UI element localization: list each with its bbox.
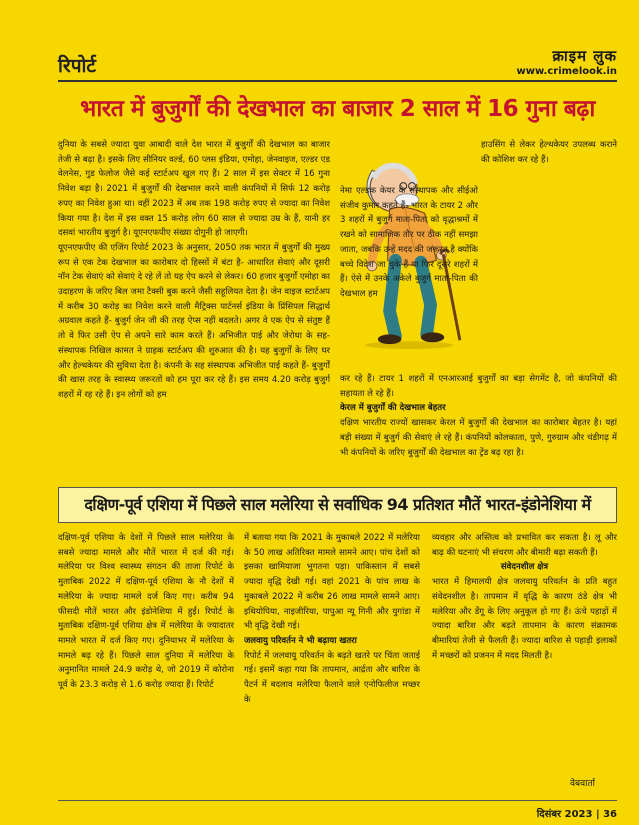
article2-col2-para2: रिपोर्ट में जलवायु परिवर्तन के बढ़ते खतरे पर चिंता जताई गई। इसमें कहा गया कि तापमान, आर्द्रता और बारिश के पैटर्न में बदलाव मलेरिया फैलाने वाले एनोफिलीज मच्छर के xyxy=(244,650,420,705)
article1-subheading: केरल में बुजुर्गों की देखभाल बेहतर xyxy=(340,403,446,414)
article1-headline: भारत में बुजुर्गों की देखभाल का बाजार 2 साल में 16 गुना बढ़ा xyxy=(80,96,595,122)
article2-subheading-sensitive: संवेदनशील क्षेत्र xyxy=(500,562,549,573)
article1-col1-para1: दुनिया के सबसे ज्यादा युवा आबादी वाले देश भारत में बुजुर्गों की देखभाल का बाजार तेजी से बढ़ा है। इसके लिए सीनियर वर्ल्ड, 60 प्लस इंडिया, एमोहा, जेनवाइज, एल्डर एड वेलनेस, गुड फेलोज जैसे कई स्टार्टअप खुल गए हैं। 2 साल में इस सेक्टर में 16 गुना निवेश बढ़ा है। 2021 में बुजुर्गों की देखभाल करने वाली कंपनियों में सिर्फ 12 करोड़ रुपए का निवेश हुआ था। वहीं 2023 में अब तक 198 करोड़ रुपए से ज्यादा का निवेश किया गया है। देश में इस वक्त 15 करोड़ लोग 60 साल से ज्यादा उम्र के हैं, यानी हर दसवां भारतीय बुजुर्ग है। यूएनएफपीए संख्या दोगुनी हो जाएगी। xyxy=(58,140,330,239)
article1-column-2-top xyxy=(481,138,617,180)
article1-column-2-wide xyxy=(340,372,617,482)
footer-divider xyxy=(58,800,617,801)
article1-column-1 xyxy=(58,138,330,483)
article1-col2-bottom: दक्षिण भारतीय राज्यों खासकर केरल में बुजुर्गों की देखभाल का कारोबार बेहतर है। यहां बड़ी संख्या में बुजुर्ग की सेवाएं ले रहे हैं। कंपनियों कोलकाता, पुणे, गुरुग्राम और चंडीगढ़ में भी कंपनियों के जरिए बुजुर्गों की देखभाल का ट्रेंड बढ़ रहा है। xyxy=(340,418,617,458)
article1-col2-intro: हाउसिंग से लेकर हेल्थकेयर उपलब्ध कराने की कोशिश कर रहे हैं। xyxy=(481,140,617,165)
article1-col2-quote: नेमा एल्डक केयर के संस्थापक और सीईओ संजीव कुमार कहते हैं- भारत के टायर 2 और 3 शहरों में बुजुर्ग माता-पिता को वृद्धाश्रमों में रखने को सामाजिक तौर पर ठीक नहीं समझा जाता, जबकि उन्हें मदद की जरूरत है क्योंकि बच्चे विदेश जा चुके हैं या फिर दूसरे शहरों में हैं। ऐसे में उनके अकेले बुजुर्ग माता-पिता की देखभाल हम xyxy=(340,186,478,299)
article2-headline: दक्षिण-पूर्व एशिया में पिछले साल मलेरिया से सर्वाधिक 94 प्रतिशत मौतें भारत-इंडोनेशिया में xyxy=(58,487,617,523)
article2-subheading-climate: जलवायु परिवर्तन ने भी बढ़ाया खतरा xyxy=(244,635,357,646)
article2-col1-para: दक्षिण-पूर्व एशिया के देशों में पिछले साल मलेरिया के सबसे ज्यादा मामले और मौतें भारत में दर्ज की गई। मलेरिया पर विश्व स्वास्थ्य संगठन की ताजा रिपोर्ट के मुताबिक 2022 में दक्षिण-पूर्व एशिया के नौ देशों में मलेरिया के ज्यादा मामले दर्ज किए गए। करीब 94 फीसदी मौतें भारत और इंडोनेशिया में हुईं। रिपोर्ट के मुताबिक दक्षिण-पूर्व एशिया क्षेत्र में मलेरिया के ज्यादातर मामले भारत में दर्ज किए गए। दुनियाभर में मलेरिया के मामले बढ़ रहे हैं। पिछले साल दुनिया में मलेरिया के अनुमानित मामले 24.9 करोड़ थे, जो 2019 में कोरोना पूर्व के 23.3 करोड़ से 1.6 करोड़ ज्यादा हैं। रिपोर्ट xyxy=(58,533,234,691)
article2-byline: वेबवार्ता xyxy=(570,779,595,789)
article2-col3-para2: भारत में हिमालयी क्षेत्र जलवायु परिवर्तन के प्रति बहुत संवेदनशील है। तापमान में वृद्धि के कारण ठंडे क्षेत्र भी मलेरिया और डेंगू के लिए अनुकूल हो गए हैं। ऊंचे पहाड़ों में ज्यादा बारिश और बढ़ते तापमान के कारण संक्रामक बीमारियां तेजी से फैलती हैं। ज्यादा बारिश से पहाड़ी इलाकों में मच्छरों को प्रजनन में मदद मिलती है। xyxy=(432,577,617,661)
article2-column-2 xyxy=(244,531,420,766)
issue-page-number: दिसंबर 2023 | 36 xyxy=(536,809,617,820)
article1-column-2-quote xyxy=(340,184,478,372)
brand-logo: क्राइम लुक xyxy=(552,47,617,65)
article2-column-1 xyxy=(58,531,234,766)
article2-col2-para1: में बताया गया कि 2021 के मुकाबले 2022 में मलेरिया के 50 लाख अतिरिक्त मामले सामने आए। पांच देशों को इसका खामियाजा भुगतना पड़ा। पाकिस्तान में सबसे ज्यादा वृद्धि देखी गई। वहां 2021 के पांच लाख के मुकाबले 2022 में करीब 26 लाख मामले सामने आए। इथियोपिया, नाइजीरिया, पापुआ न्यू गिनी और युगांडा में भी वृद्धि देखी गई। xyxy=(244,533,420,632)
header-divider xyxy=(58,80,617,82)
section-label: रिपोर्ट xyxy=(58,55,96,77)
article1-col2-wide: कर रहे हैं। टायर 1 शहरों में एनआरआई बुजुर्गों का बड़ा सेगमेंट है, जो कंपनियों की सहायता ले रहे हैं। xyxy=(340,374,617,399)
article2-col3-para1: व्यवहार और अस्तित्व को प्रभावित कर सकता है। लू और बाढ़ की घटनाएं भी संचरण और बीमारी बढ़ा सकती हैं। xyxy=(432,533,617,558)
brand-website: www.crimelook.in xyxy=(516,66,617,77)
article2-column-3 xyxy=(432,531,617,771)
brand-masthead xyxy=(516,46,617,77)
article1-col1-para2: यूएनएफपीए की एजिंग रिपोर्ट 2023 के अनुसार, 2050 तक भारत में बुजुर्गों की मुख्य रूप से एक टेक देखभाल का कारोबार दो हिस्सों में बंटा है- आधारित सेवाएं और दूसरी नॉन टेक सेवाएं को सेवाएं दे रहे लें तो यह ऐप करने से लेकर। 60 हजार बुजुर्गों एमोहा का उदाहरण के जरिए बिल जमा टैक्सी बुक करने जैसी सहूलियत देता है। जेन वाइज स्टार्टअप में करीब 30 करोड़ का निवेश करने वाली मैट्रिक्स पार्टनर्स इंडिया के प्रिंसिपल सिद्धार्थ अग्रवाल कहते हैं- बुजुर्ग जेन जी की तरह ऐप्स नहीं बदलते। अगर वे एक ऐप से संतुष्ट हैं तो वे फिर उसी ऐप से अपने सारे काम करते हैं। अभिजीत पाई और जेरोधा के सह-संस्थापक निखिल कामत ने ग्राहक स्टार्टअप की शुरुआत की है। यह बुजुर्गों के लिए घर और हेल्थकेयर की सुविधा देता है। कंपनी के सह संस्थापक अभिजीत पाई कहते हैं- बुजुर्गों की खास तरह के स्वास्थ्य जरूरतों को हम पूरा कर रहे हैं। इस समय 4.20 करोड़ बुजुर्ग शहरों में रह रहे हैं। इन लोगों को हम xyxy=(58,242,330,400)
